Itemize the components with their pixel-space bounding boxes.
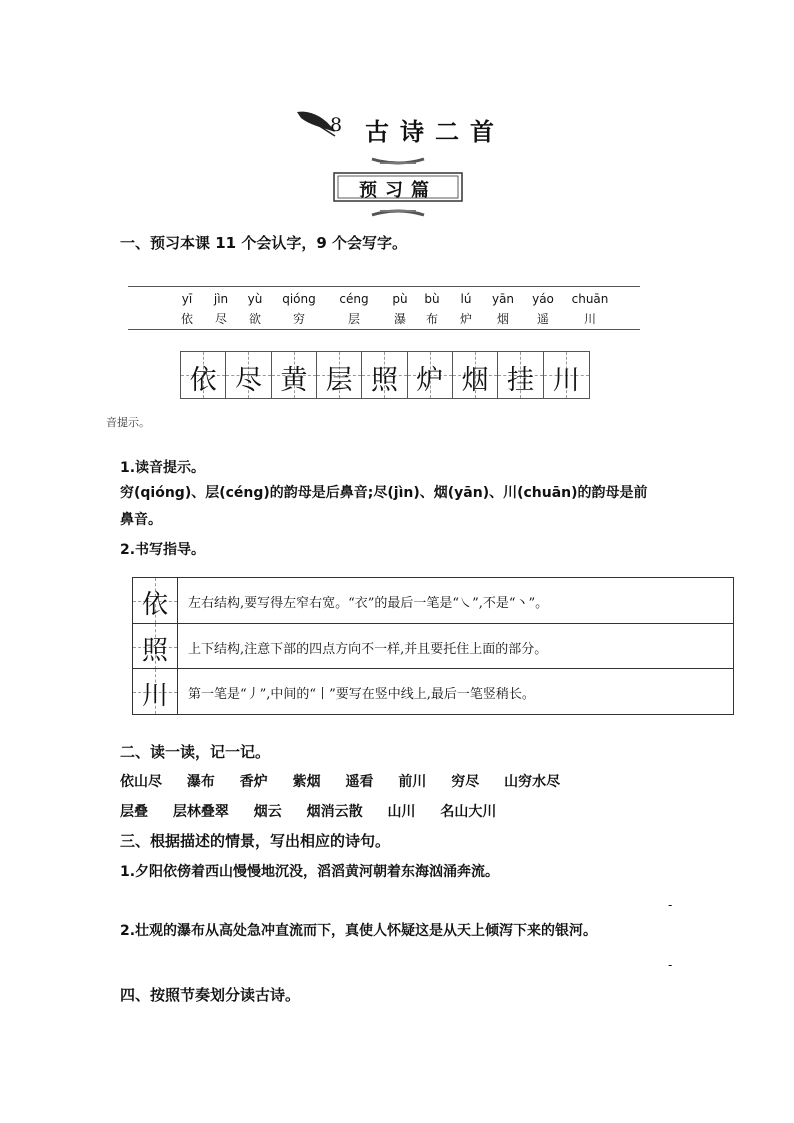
grid-char: 烟 [461, 365, 489, 396]
guide-char: 照 [141, 636, 168, 666]
answer-blank-1[interactable]: - [668, 898, 673, 912]
hanzi: 欲 [248, 312, 261, 326]
word-row [120, 801, 516, 821]
grid-cell [181, 352, 226, 398]
writing-grid [180, 351, 590, 399]
word: 前川 [398, 774, 427, 790]
writing-tip-title: 2.书写指导。 [120, 542, 206, 558]
hanzi: 层 [347, 312, 360, 326]
grid-char: 炉 [416, 365, 444, 396]
pinyin-table-bottom-rule [128, 329, 640, 330]
hanzi: 烟 [496, 312, 509, 326]
guide-char: 川 [141, 681, 168, 711]
grid-char: 层 [325, 365, 353, 396]
grid-cell [362, 352, 407, 398]
hanzi: 穷 [292, 312, 305, 326]
hanzi: 川 [583, 312, 596, 326]
pinyin: yī [181, 292, 193, 306]
grid-cell [408, 352, 453, 398]
grid-cell [453, 352, 498, 398]
question-1: 1.夕阳依傍着西山慢慢地沉没，滔滔黄河朝着东海汹涌奔流。 [120, 864, 500, 880]
guide-row [133, 578, 733, 623]
section4-heading: 四、按照节奏划分读古诗。 [120, 986, 301, 1004]
section2-heading: 二、读一读，记一记。 [120, 743, 271, 761]
guide-text: 左右结构,要写得左窄右宽。“衣”的最后一笔是“㇏”,不是“丶”。 [188, 596, 549, 611]
hanzi: 依 [180, 312, 193, 326]
pinyin-row [168, 292, 616, 306]
word: 穷尽 [451, 774, 480, 790]
guide-row [133, 623, 733, 669]
pinyin: qióng [282, 292, 316, 306]
reading-tip-title: 1.读音提示。 [120, 460, 206, 476]
pinyin: pù [392, 292, 408, 306]
word: 烟云 [253, 804, 282, 820]
page-title: 古诗二首 [365, 118, 505, 146]
word: 山穷水尽 [504, 774, 561, 790]
grid-cell [544, 352, 589, 398]
guide-text: 上下结构,注意下部的四点方向不一样,并且要托住上面的部分。 [188, 642, 548, 657]
pinyin: bù [424, 292, 440, 306]
hanzi-row [168, 310, 616, 327]
pinyin: chuān [571, 292, 609, 306]
word: 层叠 [120, 804, 148, 820]
section3-heading: 三、根据描述的情景，写出相应的诗句。 [120, 832, 391, 850]
grid-char: 照 [370, 365, 398, 396]
word: 山川 [387, 804, 416, 820]
pinyin: jìn [213, 292, 229, 306]
word: 层林叠翠 [172, 804, 229, 820]
guide-text: 第一笔是“丿”,中间的“丨”要写在竖中线上,最后一笔竖稍长。 [188, 687, 535, 702]
guide-row [133, 668, 733, 714]
pinyin-table-top-rule [128, 286, 640, 287]
lesson-number: 8 [330, 114, 343, 136]
hanzi: 遥 [536, 312, 549, 326]
hanzi: 炉 [459, 312, 472, 326]
word: 名山大川 [440, 804, 497, 820]
pinyin: céng [339, 292, 369, 306]
word: 依山尽 [120, 774, 162, 790]
writing-guide-table [132, 577, 734, 715]
hanzi: 布 [425, 312, 438, 326]
reading-tip-line: 穷(qióng)、层(céng)的韵母是后鼻音;尽(jìn)、烟(yān)、川(chuān)的韵母是前 [120, 485, 648, 501]
grid-cell [226, 352, 271, 398]
word: 遥看 [345, 774, 374, 790]
grid-cell [272, 352, 317, 398]
grid-cell [498, 352, 543, 398]
pinyin: lú [460, 292, 472, 306]
pinyin: yān [491, 292, 515, 306]
word: 瀑布 [186, 774, 215, 790]
pinyin: yù [247, 292, 263, 306]
question-2: 2.壮观的瀑布从高处急冲直流而下，真使人怀疑这是从天上倾泻下来的银河。 [120, 923, 598, 939]
pinyin: yáo [532, 292, 554, 306]
note-text: 音提示。 [106, 416, 150, 429]
hanzi: 尽 [214, 312, 227, 326]
grid-char: 尽 [234, 365, 262, 396]
answer-blank-2[interactable]: - [668, 958, 673, 972]
grid-char: 依 [189, 365, 217, 396]
grid-char: 川 [552, 365, 580, 396]
guide-char: 依 [141, 590, 168, 620]
word: 紫烟 [292, 774, 321, 790]
section-badge: 预习篇 [359, 180, 437, 201]
hanzi: 瀑 [393, 312, 406, 326]
section1-heading: 一、预习本课 11 个会认字，9 个会写字。 [120, 234, 407, 252]
word: 烟消云散 [306, 804, 363, 820]
reading-tip-line: 鼻音。 [120, 512, 162, 528]
grid-cell [317, 352, 362, 398]
word: 香炉 [239, 774, 268, 790]
word-row [120, 771, 580, 791]
grid-char: 挂 [506, 365, 534, 396]
grid-char: 黄 [280, 365, 308, 396]
